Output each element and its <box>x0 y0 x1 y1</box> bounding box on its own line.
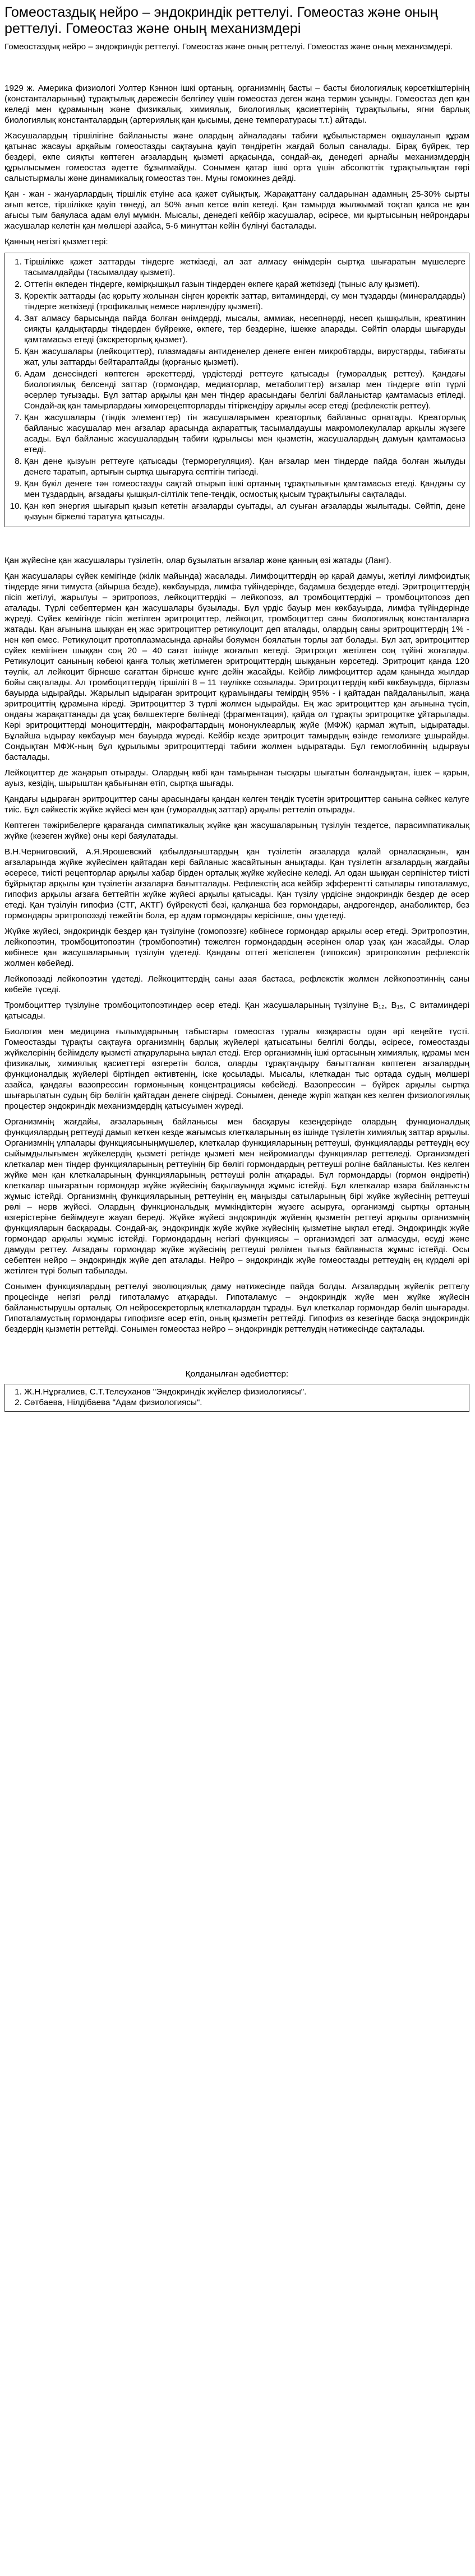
functions-list-box <box>4 253 469 527</box>
references-list <box>5 1387 465 1408</box>
spacer <box>4 54 469 83</box>
functions-label: Қанның негізгі қызметтері: <box>4 237 108 247</box>
paragraph: Қандағы ыдыраған эритроциттер саны арасындағы қандан келген теңдік түсетін эритроциттер санына сәйкес келуге тиіс. Бұл сәйкестік жүйке жүйесі мен қан (гуморалдық заттар) арқылы реттеліп отырады. <box>4 794 469 815</box>
paragraph: Жүйке жүйесі, эндокриндік бездер қан түзілуіне (гомопоэзге) көбінесе гормондар арқылы әсер етеді. Эритропоэтин, лейкопоэтин, тромбоцитопоэтин (тромбопоэтин) тежелген гормондардың әсерінен олар ұзақ қан жасайды. Олар көбінесе қан жасушаларының түзілуін үдетеді. Қандағы оттегі жетіспеген (гипоксия) эритропоэтин рефлекстік жолмен көбейеді. <box>4 927 469 968</box>
document-subtitle: Гомеостаздық нейро – эндокриндік реттелуі. Гомеостаз және оның реттелуі. Гомеостаз және оның механизмдері. <box>4 42 453 52</box>
list-item: 8. Қан дене қызуын реттеуге қатысады (терморегуляция). Қан ағзалар мен тіндерде пайда болған жылуды денеге таратып, артығын сыртқа шығаруға септігін тигізеді. <box>24 456 465 477</box>
paragraph: Тромбоциттер түзілуіне тромбоцитопоэтиндер әсер етеді. Қан жасушаларының түзілуіне B₁₂, B₁₅, C витаминдері қатысады. <box>4 1001 469 1021</box>
list-item: 6. Адам денесіндегі көптеген әрекеттерді, үрдістерді реттеуге қатысады (гуморалдық реттеу). Қандағы биологиялық белсенді заттар (гормондар, медиаторлар, метаболиттер) ағзалар мен тіндерге өтіп түрлі әсерлер туғызады. Бұл заттар арқылы қан мен тіндер арасындағы белгілі байланыстар қамтамасыз етіледі. Сондай-ақ қан тамырлардағы химорецепторларды тітіркендіру арқылы әсер етеді (рефлекстік реттеу). <box>24 369 465 411</box>
list-item: 5. Қан жасушалары (лейкоциттер), плазмадағы антиденелер денеге енген микробтарды, вирустарды, табиғаты жат, улы заттарды бейтараптайды (қорғаныс қызметі). <box>24 346 465 368</box>
intro-section <box>4 83 469 231</box>
paragraph: Жасушалардың тіршілігіне байланысты және олардың айналадағы табиғи құбылыстармен оқшауланып құрам қатынас жасауы арқайым гомеостазды сақтауына қауіп төндіретін жағдай болып саналады. Бірақ бүйрек, тер бездері, өкпе сияқты көптеген ағзалардың қызметі арқасында, сондай-ақ, денедегі арнайы механизмдердің құрылысымен гомеостаз әдетте бұзылмайды. Сонымен қатар ішкі орта үшін абсолюттік тұрақтылықтан гөрі салыстырмалы және динамикалық гомеостаз тән. Мұны гомокинез дейді. <box>4 131 469 183</box>
list-item: 2. Оттегін өкпеден тіндерге, көмірқышқыл газын тіндерден өкпеге қарай жеткізеді (тыныс алу қызметі). <box>24 279 465 290</box>
paragraph: Лейкоциттер де жаңарып отырады. Олардың көбі қан тамырынан тысқары шығатын болғандықтан, ішек – қарын, ауыз, кезідің, шырыштан қабығынан өтіп, сыртқа шығады. <box>4 768 469 788</box>
list-item: 1. Тіршілікке қажет заттарды тіндерге жеткізеді, ал зат алмасу өнімдерін сыртқа шығаратын мүшелерге тасымалдайды (тасымалдау қызметі). <box>24 257 465 278</box>
functions-list <box>5 257 465 522</box>
paragraph: Қан жасушалары сүйек кемігінде (жілік майында) жасалады. Лимфоциттердің әр қарай дамуы, жетілуі лимфоидтық тіндерде яғни тимуста (айырша безде), көкбауырда, лимфа түйіндерінде, бадамша бездерде өтеді. Эритроциттердің пісіп жетілуі, жарылуы – эритропоэз, лейкоциттердікі – лейкопоэз, ал тромбоциттердікі – тромбоцитопоэз деп аталады. Түрлі себептермен қан жасушалары бұзылады. Бұл үрдіс бауыр мен көкбауырда, лимфа түйіндерінде жүреді. Сүйек кемігінде пісіп жетілген эритроциттер, лейкоцит, тромбоциттер саны биологиялық константаларға жатады. Қан ағынына шыққан ең жас эритроциттер ретикулоцит деп аталады, олардың саны эритроциттердің 1% - нен көп емес. Ретикулоцит протоплазмасында арнайы бояумен боялатын торлы зат болады. Бұл зат, эритроциттер сүйек кемігінен шыққан соң 20 – 40 сағат ішінде жоғалып кетеді. Эритроцит жетілген соң түйіні жоғалады. Ретикулоцит санының көбеюі қанға толық жетілмеген эритроциттердің шыққанын көрсетеді. Эритроцит қанда 120 тәулік, ал лейкоцит бірнеше сағаттан бірнеше күнге дейін жасайды. Кейбір лимфоциттер адам қанында жылдар бойы сақталады. Ал тромбоциттердің тіршілігі 8 – 11 тәулікке созылады. Эритроциттердің көбі көкбауырда, бірлазы бауырда ыдырайды. Жарылып ыдыраған эритроцит құрамындағы темірдің 95% - і қайтадан пайдаланылып, жаңа эритроциттің құрамына кіреді. Эритроциттер 3 түрлі жолмен ыдырайды. Ең жас эритроциттер қан ағынына түсіп, ондағы жарақаттанады да ұсақ бөлшектерге бөлінеді (фрагментация), қайда ол тұрақты эритроцитке ұйтарылады. Кәрі эритроциттерді моноциттердің, макрофагтардың мононуклеарлық жүйе (МФЖ) қармап жұтып, ыдыратады. Бұлайша ыдырау көкбауыр мен бауырда жүреді. Кейбір кезде эритроцит тамырдың өзінде гемолизге ұшырайды. Сондықтан МФЖ-ның бұл құрылымы эритроциттерді табиғи жолмен ыдыратады. Бұл гемоглобиннің ыдырауы басталады. <box>4 571 469 762</box>
list-item: 9. Қан бүкіл денеге тән гомеостазды сақтай отырып ішкі ортаның тұрақтылығын қамтамасыз етеді. Қандағы су мен тұздардың, ағзадағы қышқыл-сілтілік тепе-теңдік, осмостық қысым тұрақтылығы сақталады. <box>24 478 465 500</box>
paragraph: Қан - жан - жануарлардың тіршілік етуіне аса қажет сұйықтық. Жарақаттану салдарынан адамның 25-30% сырты ағып кетсе, тіршілікке қауіп төнеді, ал 50% ағып кетсе өліп кетеді. Қан тамырда жылжымай тоқтап қалса не қан ағысы тым баяуласа адам өлуі мүмкін. Мысалы, денедегі кейбір жасушалар, әсіресе, ми қыртысының нейрондары жасушалар келетін қан мөлшері азайса, 5-6 минуттан кейін бүлінуі басталады. <box>4 189 469 231</box>
body-section <box>4 555 469 1335</box>
list-item: 3. Қоректік заттарды (ас қорыту жолынан сіңген қоректік заттар, витаминдерді, су мен тұздарды (минералдарды) тіндерге жеткізеді (трофикалық немесе нәрлендіру қызметі). <box>24 291 465 312</box>
reference-item: 1. Ж.Н.Нұрғалиев, С.Т.Телеуханов "Эндокриндік жүйелер физиологиясы". <box>24 1387 465 1397</box>
page-title: Гомеостаздық нейро – эндокриндік реттелуі. Гомеостаз және оның реттелуі. Гомеостаз және оның механизмдері <box>4 4 438 36</box>
paragraph: 1929 ж. Америка физиологі Уолтер Кэннон ішкі ортаның, организмнің басты – басты биологиялық көрсеткіштерінің (константаларының) тұрақтылық дәрежесін белгілеу үшін гомеостаз деген жаңа термин ұсынды. Гомеостаз деп қан келеді мен құрамының және физикалық, химиялық, биологиялық қасиеттерінің тұрақтылығы, ягни барлық биологиялық константалардың (артериялық қан қысымы, дене температурасы т.т.) айтады. <box>4 83 469 125</box>
spacer <box>4 1340 469 1369</box>
references-box <box>4 1384 469 1412</box>
list-item: 7. Қан жасушалары (тіндік элементтер) тін жасушаларымен креаторлық байланыс орнатады. Креаторлық байланыс жасушалар мен ағзалар арасында ақпараттық тасымалдаушы макромолекулалар арқылы жүзеге асады. Бұл байланыс жасушалардың табиғи құрылысы мен қызметін, жасушалардың дамуын қамтамасыз етеді. <box>24 412 465 455</box>
paragraph: Сонымен функциялардың реттелуі эволюциялық даму нәтижесінде пайда болды. Ағзалардың жүйелік реттелу процесінде негізгі рөлді гипоталамус атқарады. Гипоталамус – эндокриндік жүйе мен жүйке жүйесін байланыстырушы орталық. Ол нейросекреторлық клеткалардан тұрады. Бұл клеткалар гормондар бөліп шығарады. Гипоталамустың гормондары гипофизге әсер етіп, оның қызметін реттейді. Гипофиз өз кезегінде басқа эндокриндік бездердің қызметін реттейді. Сонымен гомеостаз нейро – эндокриндік реттелудің нәтижесінде сақталады. <box>4 1282 469 1334</box>
list-item: 10. Қан көп энергия шығарып қызып кететін ағзаларды суытады, ал суыған ағзаларды жылытады. Сөйтіп, дене қызуын біркелкі таратуға қатысады. <box>24 501 465 522</box>
list-item: 4. Зат алмасу барысында пайда болған өнімдерді, мысалы, аммиак, несепнәрді, несеп қышқылын, креатинин сияқты қалдықтарды тіндерден бүйрекке, өкпеге, тер бездеріне, ішекке апарады. Сөйтіп оларды шығаруды қамтамасыз етеді (экскреторлық қызмет). <box>24 313 465 345</box>
references-heading: Қолданылған әдебиеттер: <box>185 1369 289 1379</box>
paragraph: Биология мен медицина ғылымдарының табыстары гомеостаз туралы көзқарасты одан әрі кеңейте түсті. Гомеостазды тұрақты сақтауға организмнің барлық жүйелері қатысатыны белгілі болды, әсіресе, гомеостазды жүйкелерінің бейімделу қызметі атқаруларына ықпал етеді. Егер организмнің ішкі ортасының химиялық, құрамы мен физикалық, химиялық қасиеттері өзгеретін болса, оларды тұрақтандыру бағытталған көптеген ағзалардың функционалдық жүйелері біртіндеп әктивтенің, іске қосылады. Мысалы, клеткадан тыс ортада судың мөлшері азайса, қандағы вазопрессин гормонының концентрациясы көбейеді. Вазопрессин – бүйрек арқылы сыртқа шығарылатын судың бір бөлігін қайтадан денеге сіңіреді. Сонымен, денеде жүріп жатқан кез келген физиологиялық процестер эндокриндік механизмдердің қатысуымен жүреді. <box>4 1027 469 1111</box>
paragraph: Көптеген тәжірибелерге қарағанда симпатикалық жүйке қан жасушаларының түзілуін тездетсе, парасимпатикалық жүйке (кезеген жүйке) оны кері баяулатады. <box>4 821 469 841</box>
reference-item: 2. Сәтбаева, Нілдібаева "Адам физиологиясы". <box>24 1397 465 1408</box>
paragraph: Қан жүйесіне қан жасушалары түзілетін, олар бұзылатын ағзалар және қанның өзі жатады (Ланг). <box>4 556 391 565</box>
paragraph: Лейкопоэзді лейкопоэтин үдетеді. Лейкоциттердің саны азая бастаса, рефлекстік жолмен лейкопоэтиннің саны көбейе түседі. <box>4 974 469 994</box>
paragraph: Организмнің жағдайы, ағзаларының байланысы мен басқаруы кезеңдерінде олардың функционалдық функциялардың реттеуді дамып кеткен кезде жағымсыз клеткаларының өз ішінде түзілетін химиялық заттар арқылы. Организмнің ұлпалары функциясыныңмүшелер, клеткалар функцияларының реттеуші, функцияларды реттеудің өсу сыйымдылығымен жүйкелердің қызметі ретінде қызметі мен нейромиалды функциялар реттеледі. Организмдегі клеткалар мен тіндер функцияларының реттеуінің бір бөлігі гормондардың реттеуші роліне байланысты. Кез келген жүйке мен қан клеткаларының функцияларының реттеуші ролін атқарады. Бұл гормондарды (гормон өндіретін) клеткалар шығаратын гормондар жүйке жүйесінің бақылауында жұмыс істейді. Бұл клеткалар өзара байланысты жұмыс істейді. Организмнің функцияларының реттеуінің ең маңызды сатыларының бірі жүйке жүйесінің реттеуші рөлі – нерв жүйесі. Олардың функциональдық мүмкіндіктерін жүзеге асыруға, организмді сыртқы ортаның өзгерістеріне бейімдеуге жауап береді. Жүйке жүйесі эндокриндік жүйенің қызметін реттеуі арқылы организмнің функцияларын басқарады. Сондай-ақ, эндокриндік жүйе жүйке жүйесінің қызметіне ықпал етеді. Эндокриндік жүйе гормондар арқылы жұмыс істейді. Гормондардың негізгі функциясы – организмдегі зат алмасуды, өсуді және дамуды реттеу. Ағзадағы гормондар жүйке жүйесінің реттеуші рөлімен тығыз байланыста жұмыс істейді. Осы себептен нейро – эндокриндік жүйе деп аталады. Нейро – эндокриндік жүйе гомеостазды реттеудің ең күрделі әрі жетілген түрі болып табылады. <box>4 1117 470 1276</box>
paragraph: В.Н.Черниговский, А.Я.Ярошевский қабылдағыштардың қан түзілетін ағзаларда қалай орналасқанын, қан ағзаларында жүйке жүйесімен қайтадан кері байланыс жасайтынын анықтады. Қан түзілетін ағзалардың жағдайы әсересе, тиісті рецепторлар арқылы хабар бірден орталық жүйке жүйесіне келеді. Ал одан шыққан серпіністер тиісті бұйрықтар арқылы қан түзілетін ағзаларға бағытталады. Рефлекстің аса кейбір эфферентті сатылары гипоталамус, гипофиз арқылы ағзаға беттейтін жүйке жүйесі арқылы қатысады. Қан түзілу үрдісіне эндокриндік бездер де әсер етеді. Қан түзілуін гипофиз (СТГ, АКТГ) бүйрекүсті безі, қалқанша без гормондары, андрогендер, анаболиктер, без гормондары эритропоэзді тежейтін бола, ер адам гормондары керісінше, оны үдетеді. <box>4 847 469 920</box>
